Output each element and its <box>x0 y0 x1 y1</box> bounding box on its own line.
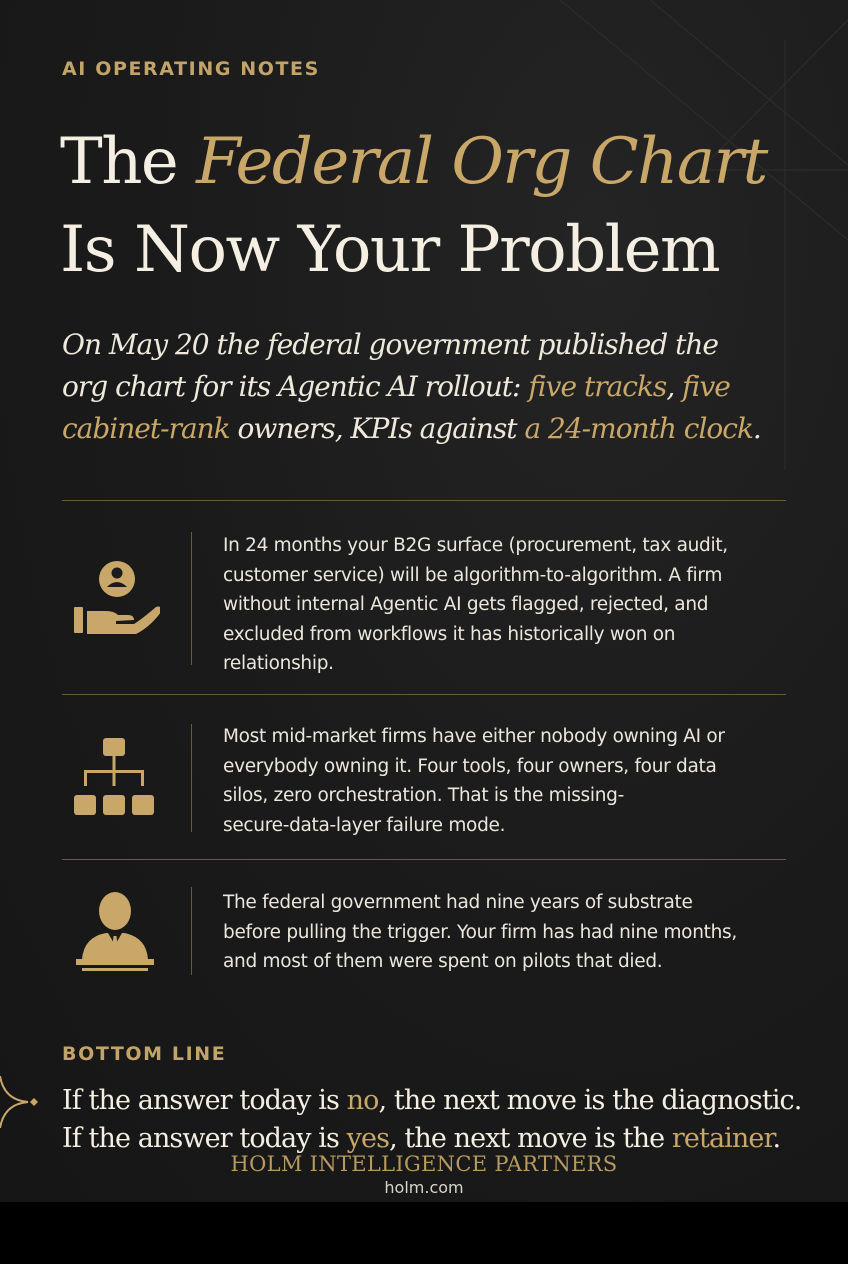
point-line: everybody owning it. Four tools, four owners, four data <box>223 755 717 777</box>
intro-paragraph <box>62 324 761 450</box>
bottom-text: , the next move is the <box>389 1123 672 1154</box>
org-chart-icon <box>70 738 160 828</box>
bottom-line-text <box>62 1082 801 1158</box>
point-text <box>223 722 725 840</box>
intro-text: . <box>752 412 761 445</box>
point-line: and most of them were spent on pilots that died. <box>223 951 663 972</box>
title-plain-text: The <box>60 125 197 199</box>
sparkle-ornament <box>0 1070 44 1134</box>
vertical-divider <box>191 532 192 665</box>
point-2 <box>62 694 786 859</box>
intro-line-1: On May 20 the federal government published the <box>62 328 718 361</box>
title-accent-text: Federal Org Chart <box>196 125 767 199</box>
point-line: before pulling the trigger. Your firm has had nine months, <box>223 921 737 943</box>
intro-highlight: a 24-month clock <box>524 412 753 445</box>
title-line-1 <box>60 118 767 206</box>
hand-with-person-icon <box>70 555 160 645</box>
bottom-text: If the answer today is <box>62 1123 347 1154</box>
page-title <box>60 118 767 294</box>
point-line: Most mid-market firms have either nobody owning AI or <box>223 726 725 747</box>
point-line: secure-data-layer failure mode. <box>223 814 506 836</box>
bottom-highlight: yes <box>346 1123 390 1154</box>
point-line: relationship. <box>223 653 334 674</box>
intro-highlight: five <box>682 370 730 403</box>
intro-line-3 <box>62 408 761 450</box>
title-line-2: Is Now Your Problem <box>60 213 720 287</box>
intro-text: owners, KPIs against <box>229 412 525 445</box>
bottom-text: , the next move is the diagnostic. <box>378 1085 802 1116</box>
bottom-highlight: no <box>346 1085 379 1116</box>
intro-text: org chart for its Agentic AI rollout: <box>62 370 529 403</box>
vertical-divider <box>191 887 192 975</box>
point-line: excluded from workflows it has historically won on <box>223 623 676 645</box>
bottom-text: If the answer today is <box>62 1085 347 1116</box>
point-line: silos, zero orchestration. That is the missing- <box>223 785 624 806</box>
vertical-divider <box>191 724 192 832</box>
intro-text: , <box>666 370 683 403</box>
bottom-line-1 <box>62 1082 801 1120</box>
intro-highlight: five tracks <box>528 370 667 403</box>
intro-highlight: cabinet-rank <box>62 412 230 445</box>
point-text <box>223 888 737 977</box>
point-text <box>223 531 728 679</box>
eyebrow-label: AI OPERATING NOTES <box>62 58 320 80</box>
point-line: customer service) will be algorithm-to-algorithm. A firm <box>223 564 723 586</box>
bottom-text: . <box>772 1123 781 1154</box>
point-line: In 24 months your B2G surface (procurement, tax audit, <box>223 535 728 556</box>
point-3 <box>62 859 786 999</box>
point-1 <box>62 500 786 694</box>
bottom-highlight: retainer <box>671 1123 773 1154</box>
point-line: The federal government had nine years of substrate <box>223 892 693 913</box>
official-at-desk-icon <box>70 889 160 979</box>
brand-url[interactable]: holm.com <box>384 1178 464 1197</box>
brand-name: HOLM INTELLIGENCE PARTNERS <box>230 1152 618 1176</box>
bottom-line-label: BOTTOM LINE <box>62 1043 227 1065</box>
intro-line-2 <box>62 366 761 408</box>
point-line: without internal Agentic AI gets flagged, rejected, and <box>223 594 709 615</box>
